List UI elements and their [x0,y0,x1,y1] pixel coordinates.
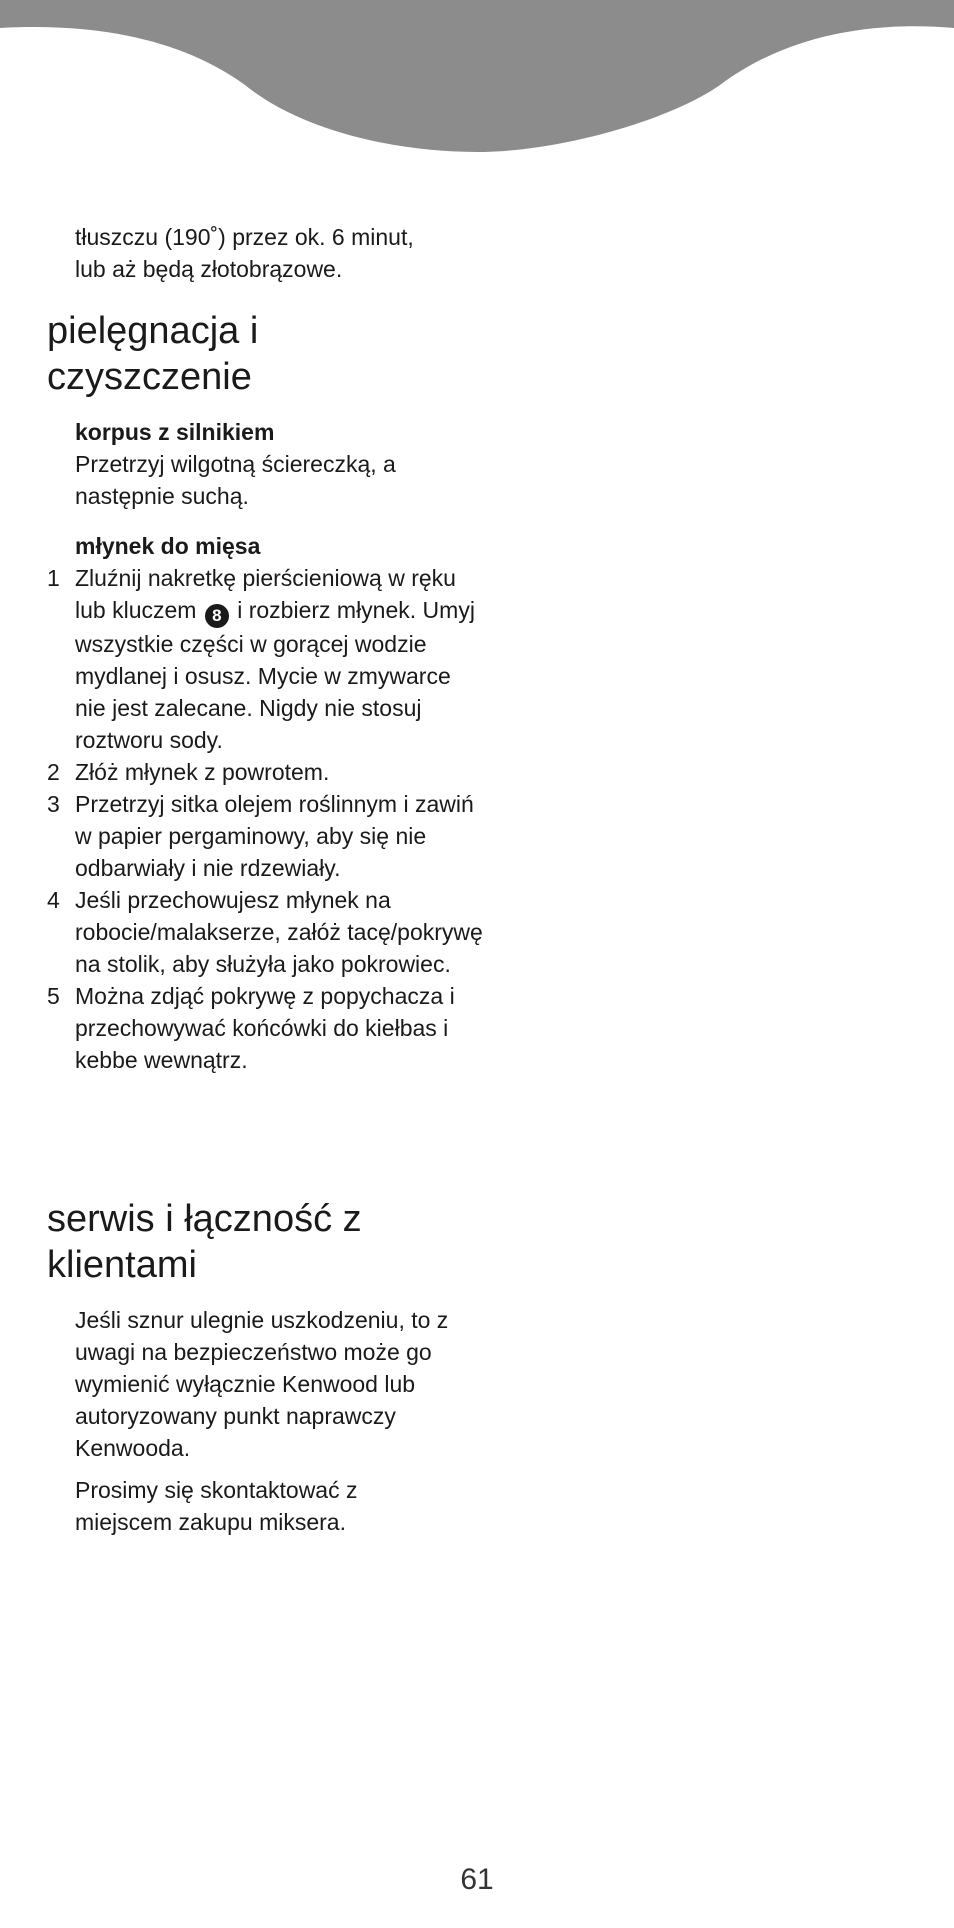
list-item [47,884,487,980]
header-wave-shape [0,0,954,152]
step-text: Można zdjąć pokrywę z popychacza i przechowywać końcówki do kiełbas i kebbe wewnątrz. [75,983,455,1073]
header-wave-decoration [0,0,954,160]
step-number: 3 [47,791,60,817]
step-number: 4 [47,887,60,913]
intro-line-1: tłuszczu (190˚) przez ok. 6 minut, [75,224,414,250]
step-text: Jeśli przechowujesz młynek na robocie/malakserze, załóż tacę/pokrywę na stolik, aby służyła jako pokrowiec. [75,887,483,977]
part-number-badge: 8 [205,604,229,628]
subheading-mincer: młynek do mięsa [75,533,261,559]
list-item [47,788,487,884]
list-item [47,980,487,1076]
step-text-before: Zluźnij nakretkę pierścieniową w ręku lub kluczem [75,565,456,623]
subheading-motor-body: korpus z silnikiem [75,419,275,445]
mincer-steps-list [47,562,487,1076]
list-item [47,562,487,756]
section-title-care: pielęgnacja i czyszczenie [47,310,259,398]
list-item [47,756,487,788]
step-number: 1 [47,565,60,591]
service-paragraph-2: Prosimy się skontaktować z miejscem zakupu miksera. [75,1477,358,1535]
service-paragraph-1: Jeśli sznur ulegnie uszkodzeniu, to z uwagi na bezpieczeństwo może go wymienić wyłącznie Kenwood lub autoryzowany punkt naprawczy Kenwooda. [75,1307,449,1461]
step-number: 5 [47,983,60,1009]
step-text-after: i rozbierz młynek. Umyj wszystkie części w gorącej wodzie mydlanej i osusz. Mycie w zmywarce nie jest zalecane. Nigdy nie stosuj roztworu sody. [75,597,475,753]
section-title-service: serwis i łączność z klientami [47,1198,362,1286]
step-text: Przetrzyj sitka olejem roślinnym i zawiń w papier pergaminowy, aby się nie odbarwiały i nie rdzewiały. [75,791,474,881]
step-number: 2 [47,759,60,785]
page-number: 61 [460,1863,494,1896]
intro-paragraph [75,221,475,285]
step-text [75,562,487,756]
motor-body-text: Przetrzyj wilgotną ściereczką, a następnie suchą. [75,451,396,509]
step-text: Złóż młynek z powrotem. [75,759,330,785]
intro-line-2: lub aż będą złotobrązowe. [75,256,343,282]
